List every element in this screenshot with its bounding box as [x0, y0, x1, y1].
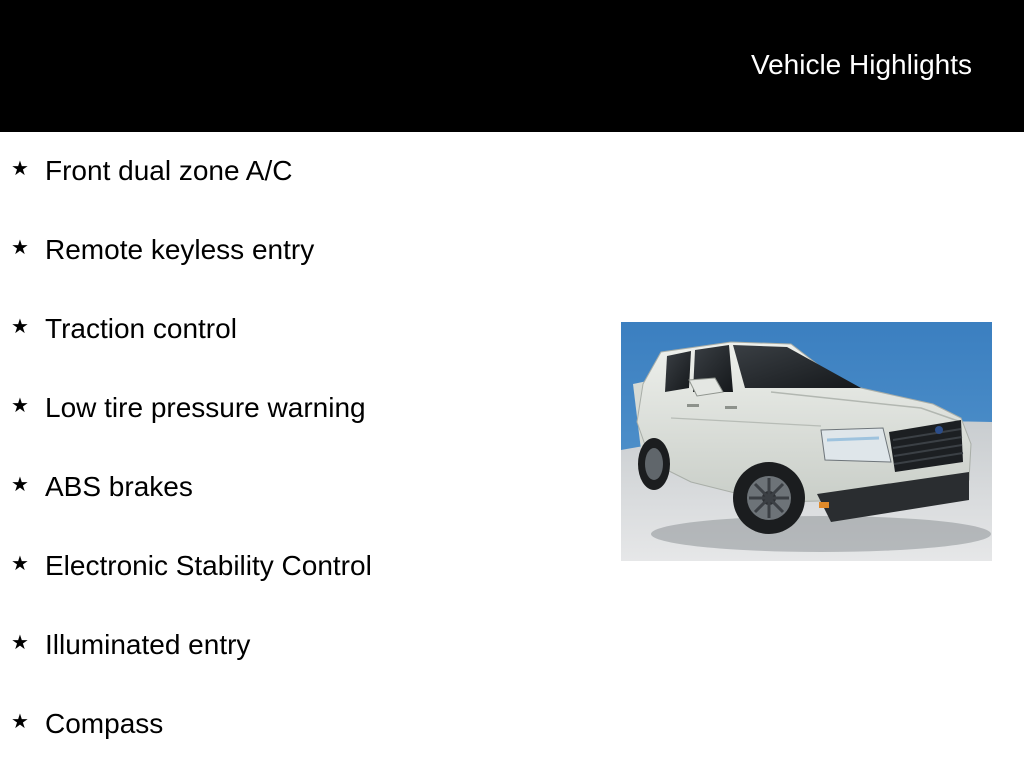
- feature-label: Remote keyless entry: [45, 234, 315, 265]
- list-item: [0, 685, 600, 764]
- pickup-truck-illustration: [621, 322, 992, 561]
- star-icon: ★: [11, 393, 29, 417]
- vehicle-highlights-list: [0, 132, 600, 764]
- page-title: Vehicle Highlights: [750, 49, 972, 80]
- feature-label: Compass: [45, 708, 164, 739]
- list-item: [0, 527, 600, 606]
- list-item: [0, 606, 600, 685]
- star-icon: ★: [11, 709, 29, 733]
- list-item: [0, 211, 600, 290]
- star-icon: ★: [11, 630, 29, 654]
- list-item: [0, 448, 600, 527]
- star-icon: ★: [11, 314, 29, 338]
- list-item: [0, 290, 600, 369]
- star-icon: ★: [11, 235, 29, 259]
- star-icon: ★: [11, 551, 29, 575]
- list-item: [0, 369, 600, 448]
- page-header: [0, 0, 1024, 132]
- feature-label: Traction control: [45, 313, 237, 344]
- feature-label: Electronic Stability Control: [45, 550, 372, 581]
- list-item: [0, 132, 600, 211]
- vehicle-photo: [621, 322, 992, 561]
- feature-label: Front dual zone A/C: [45, 155, 293, 186]
- feature-label: Illuminated entry: [45, 629, 251, 660]
- feature-label: ABS brakes: [45, 471, 193, 502]
- star-icon: ★: [11, 472, 29, 496]
- feature-label: Low tire pressure warning: [45, 392, 366, 423]
- star-icon: ★: [11, 156, 29, 180]
